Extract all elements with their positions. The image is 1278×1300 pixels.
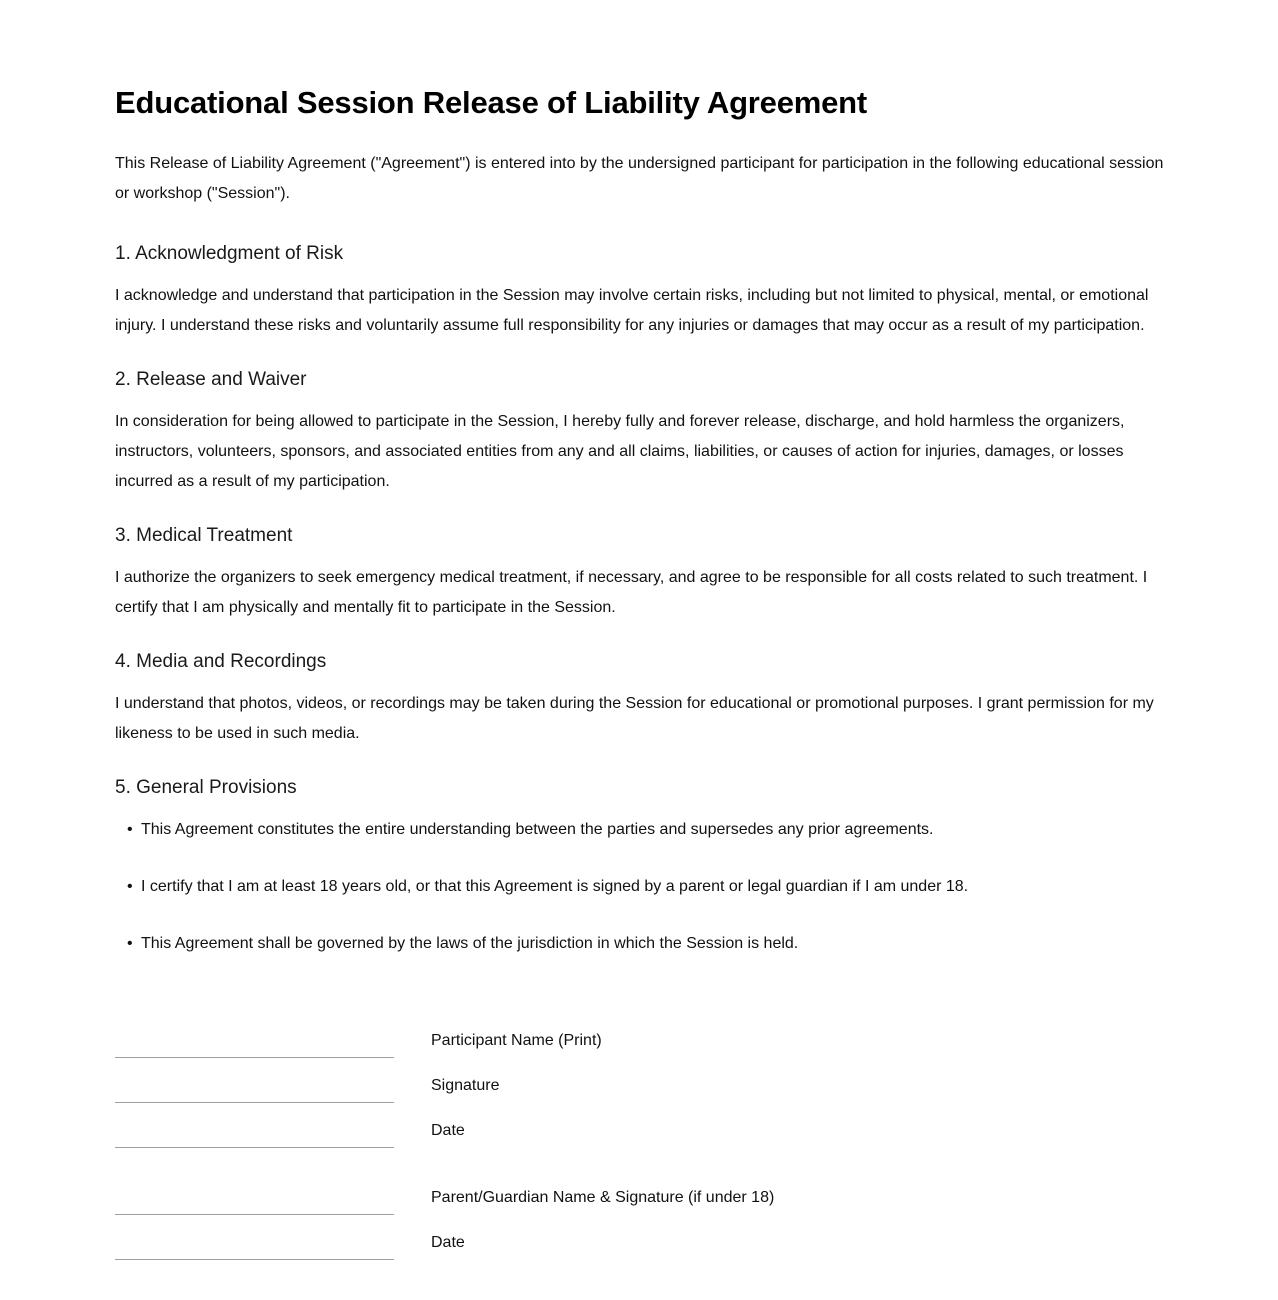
section-heading: 4. Media and Recordings bbox=[115, 651, 327, 673]
page-title: Educational Session Release of Liability Agreement bbox=[115, 85, 868, 120]
participant-name-label: Participant Name (Print) bbox=[431, 1032, 602, 1050]
guardian-signature-line[interactable] bbox=[115, 1180, 394, 1215]
participant-name-line[interactable] bbox=[115, 1023, 394, 1058]
signature-line[interactable] bbox=[115, 1068, 394, 1103]
guardian-signature-label: Parent/Guardian Name & Signature (if under 18) bbox=[431, 1189, 775, 1207]
participant-signature-block bbox=[115, 1013, 1165, 1148]
list-item: • This Agreement shall be governed by the laws of the jurisdiction in which the Session is held. bbox=[141, 929, 1161, 959]
section-media-and-recordings bbox=[115, 649, 1165, 749]
list-item: • This Agreement constitutes the entire understanding between the parties and supersedes any prior agreements. bbox=[141, 815, 1161, 845]
section-body: I understand that photos, videos, or recordings may be taken during the Session for educational or promotional purposes. I grant permission for my likeness to be used in such media. bbox=[115, 695, 1154, 743]
guardian-date-line[interactable] bbox=[115, 1225, 394, 1260]
section-heading: 3. Medical Treatment bbox=[115, 525, 293, 547]
section-medical-treatment bbox=[115, 523, 1165, 623]
section-body: I acknowledge and understand that participation in the Session may involve certain risks, including but not limited to physical, mental, or emotional injury. I understand these risks and voluntarily assume full responsibility for any injuries or damages that may occur as a result of my participation. bbox=[115, 287, 1149, 335]
date-label: Date bbox=[431, 1122, 465, 1140]
guardian-date-label: Date bbox=[431, 1234, 465, 1252]
section-heading: 5. General Provisions bbox=[115, 777, 297, 799]
section-general-provisions bbox=[115, 775, 1165, 959]
signature-row-participant-name bbox=[115, 1013, 1165, 1058]
signature-row-guardian-name bbox=[115, 1170, 1165, 1215]
section-body: I authorize the organizers to seek emergency medical treatment, if necessary, and agree to be responsible for all costs related to such treatment. I certify that I am physically and mentally fit to participate in the Session. bbox=[115, 569, 1148, 617]
signature-label: Signature bbox=[431, 1077, 500, 1095]
list-item: • I certify that I am at least 18 years old, or that this Agreement is signed by a parent or legal guardian if I am under 18. bbox=[141, 872, 1161, 902]
section-acknowledgment-of-risk bbox=[115, 241, 1165, 341]
date-line[interactable] bbox=[115, 1113, 394, 1148]
guardian-signature-block bbox=[115, 1170, 1165, 1260]
section-heading: 1. Acknowledgment of Risk bbox=[115, 243, 344, 265]
signature-row-guardian-date bbox=[115, 1215, 1165, 1260]
section-release-and-waiver bbox=[115, 367, 1165, 497]
signature-row-signature bbox=[115, 1058, 1165, 1103]
provisions-list bbox=[115, 815, 1165, 959]
intro-paragraph: This Release of Liability Agreement ("Agreement") is entered into by the undersigned participant for participation in the following educational session or workshop ("Session"). bbox=[115, 155, 1164, 203]
signature-row-date bbox=[115, 1103, 1165, 1148]
section-heading: 2. Release and Waiver bbox=[115, 369, 307, 391]
section-body: In consideration for being allowed to participate in the Session, I hereby fully and forever release, discharge, and hold harmless the organizers, instructors, volunteers, sponsors, and associated entities from any and all claims, liabilities, or causes of action for injuries, damages, or losses incurred as a result of my participation. bbox=[115, 413, 1125, 491]
